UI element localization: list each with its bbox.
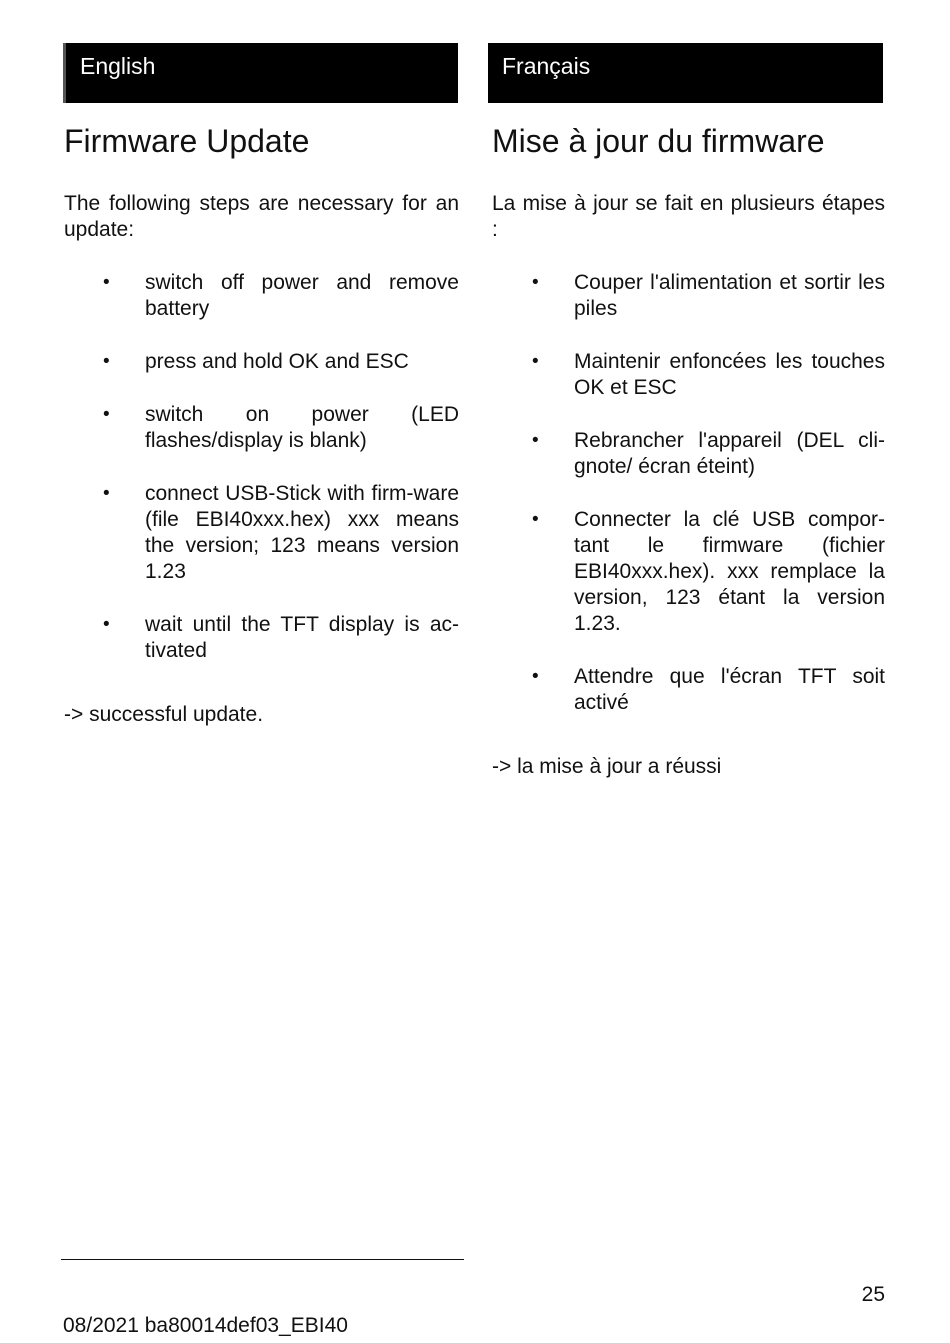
list-item xyxy=(63,270,459,322)
bullet-icon: • xyxy=(103,483,110,504)
bullet-icon: • xyxy=(103,272,110,293)
step-text: press and hold OK and ESC xyxy=(145,350,409,373)
step-text: Maintenir enfoncées les touches OK et ESC xyxy=(574,350,885,399)
list-item xyxy=(63,349,459,375)
step-text: Connecter la clé USB compor-tant le firmware (fichier EBI40xxx.hex). xxx remplace la version, 123 étant la version 1.23. xyxy=(574,508,885,635)
list-item xyxy=(63,612,459,664)
language-bar-english xyxy=(63,43,458,103)
list-item xyxy=(488,664,885,716)
bullet-icon: • xyxy=(103,351,110,372)
step-text: switch off power and remove battery xyxy=(145,271,459,320)
list-item xyxy=(488,428,885,480)
section-heading: Mise à jour du firmware xyxy=(492,123,825,159)
step-text: Rebrancher l'appareil (DEL cli-gnote/ écran éteint) xyxy=(574,429,885,478)
section-heading: Firmware Update xyxy=(64,123,310,159)
language-label: Français xyxy=(502,53,591,79)
language-bar-french xyxy=(488,43,883,103)
language-label: English xyxy=(80,53,156,79)
list-item xyxy=(63,402,459,454)
step-text: connect USB-Stick with firm-ware (file EBI40xxx.hex) xxx means the version; 123 means version 1.23 xyxy=(145,482,459,583)
bullet-icon: • xyxy=(532,351,539,372)
footer-divider xyxy=(61,1259,464,1260)
steps-list xyxy=(63,270,459,664)
english-column xyxy=(63,43,459,728)
list-item xyxy=(488,349,885,401)
document-code: 08/2021 ba80014def03_EBI40 xyxy=(63,1314,348,1337)
list-item xyxy=(488,507,885,637)
bullet-icon: • xyxy=(532,272,539,293)
bullet-icon: • xyxy=(532,430,539,451)
french-column xyxy=(488,43,885,780)
step-text: Attendre que l'écran TFT soit activé xyxy=(574,665,885,714)
steps-list xyxy=(488,270,885,716)
step-text: switch on power (LED flashes/display is blank) xyxy=(145,403,459,452)
bullet-icon: • xyxy=(532,666,539,687)
result-text: -> la mise à jour a réussi xyxy=(492,755,722,778)
bullet-icon: • xyxy=(103,404,110,425)
list-item xyxy=(63,481,459,585)
bullet-icon: • xyxy=(532,509,539,530)
result-text: -> successful update. xyxy=(64,703,264,726)
bullet-icon: • xyxy=(103,614,110,635)
step-text: Couper l'alimentation et sortir les piles xyxy=(574,271,885,320)
intro-paragraph: La mise à jour se fait en plusieurs étapes : xyxy=(492,192,885,241)
page-number: 25 xyxy=(861,1283,885,1306)
intro-paragraph: The following steps are necessary for an update: xyxy=(64,192,459,241)
step-text: wait until the TFT display is ac-tivated xyxy=(145,613,459,662)
list-item xyxy=(488,270,885,322)
